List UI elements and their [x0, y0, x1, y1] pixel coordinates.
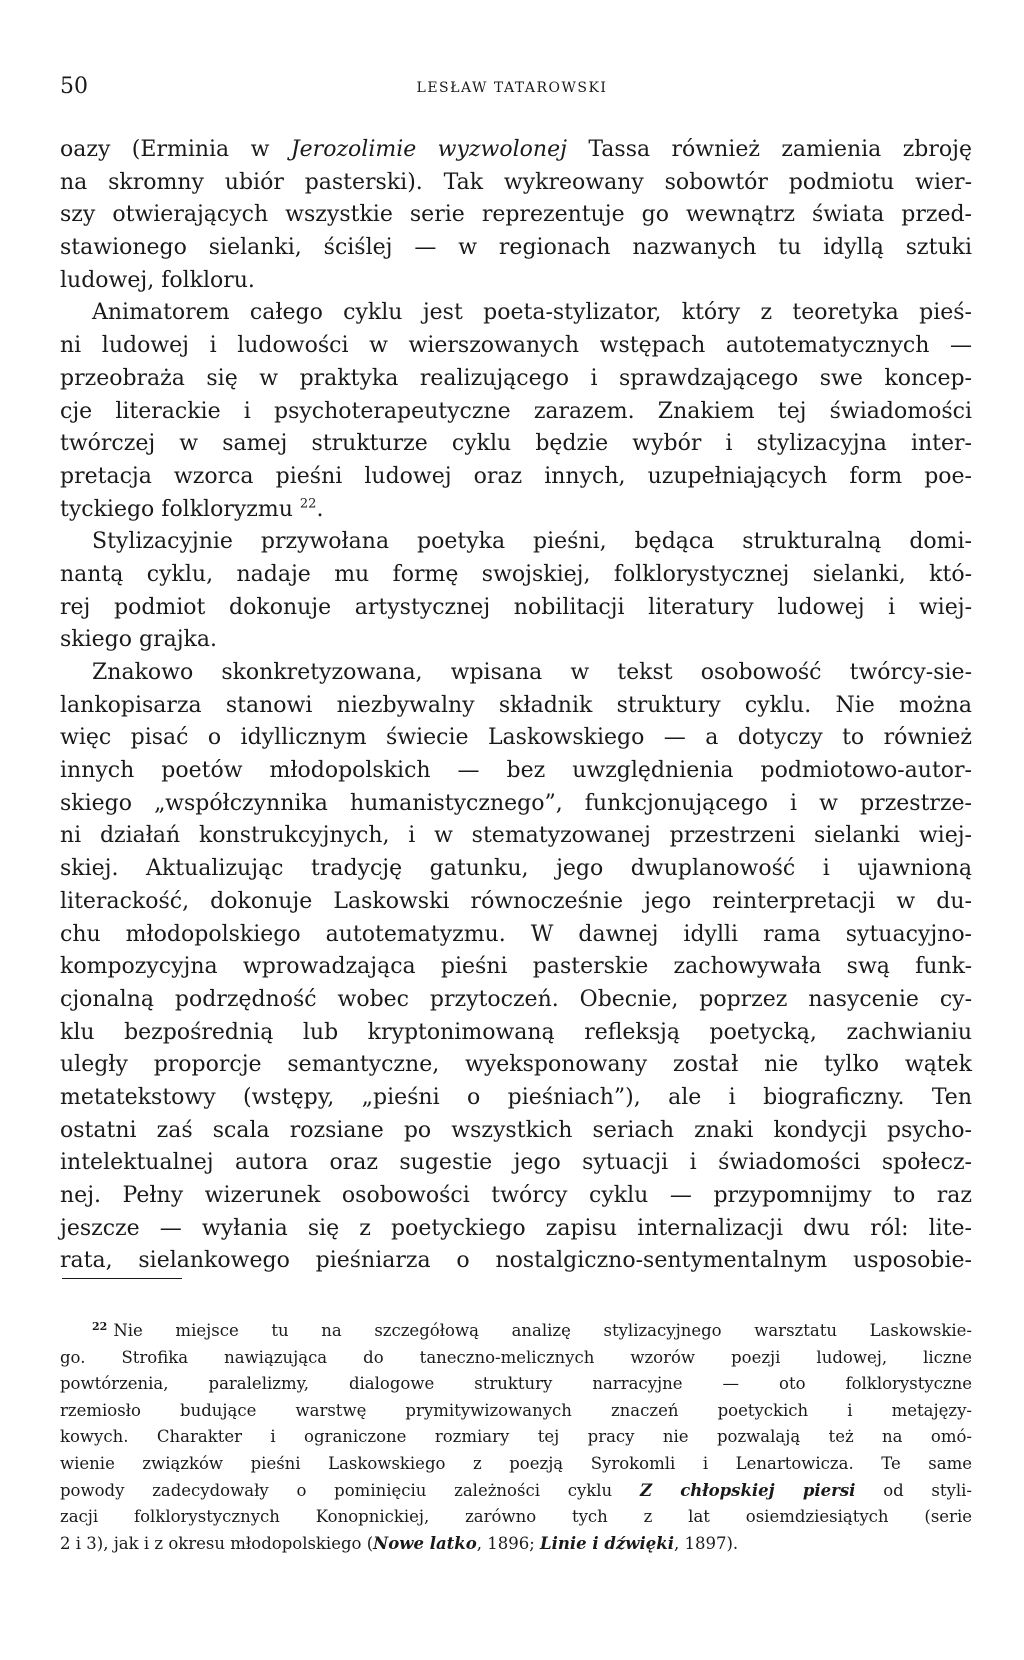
text-line: skiego „współczynnika humanistycznego”, funkcjonującego i w przestrze- — [60, 790, 972, 816]
footnote-reference[interactable]: 22 — [299, 496, 317, 512]
body-text — [60, 134, 972, 1278]
text-line: uległy proporcje semantyczne, wyeksponowany został nie tylko wątek — [60, 1052, 972, 1078]
footnote-line: rzemiosło budujące warstwę prymitywizowanych znaczeń poetyckich i metajęzy- — [60, 1400, 972, 1420]
paragraph-start-line: Animatorem całego cyklu jest poeta-stylizator, który z teoretyka pieś- — [92, 300, 972, 326]
footnote-divider — [62, 1278, 182, 1279]
text-line: przeobraża się w praktyka realizującego i sprawdzającego swe koncep- — [60, 365, 972, 391]
text-line: skiego grajka. — [60, 627, 217, 653]
text-line: kompozycyjna wprowadzająca pieśni pasterskie zachowywała swą funk- — [60, 954, 972, 980]
footnote-line: $^{22}$ Nie miejsce tu na szczegółową analizę stylizacyjnego warsztatu Laskowskie- — [92, 1319, 972, 1340]
text-line: jeszcze — wyłania się z poetyckiego zapisu internalizacji dwu ról: lite- — [60, 1215, 972, 1241]
footnote-line: powody zadecydowały o pominięciu zależności cyklu Z chłopskiej piersi od styli- — [60, 1480, 972, 1500]
paragraph-start-line: Stylizacyjnie przywołana poetyka pieśni, będąca strukturalną domi- — [92, 529, 972, 555]
text-line: intelektualnej autora oraz sugestie jego sytuacji i świadomości społecz- — [60, 1150, 972, 1176]
text-line: literackość, dokonuje Laskowski równocześnie jego reinterpretacji w du- — [60, 888, 972, 914]
text-line: oazy (Erminia w Jerozolimie wyzwolonej Tassa również zamienia zbroję — [60, 137, 972, 162]
text-line: rej podmiot dokonuje artystycznej nobilitacji literatury ludowej i wiej- — [60, 594, 972, 620]
text-line: skiej. Aktualizując tradycję gatunku, jego dwuplanowość i ujawnioną — [60, 856, 972, 882]
text-line: ni ludowej i ludowości w wierszowanych wstępach autotematycznych — — [60, 333, 972, 359]
footnote-line: 2 i 3), jak i z okresu młodopolskiego (Nowe latko, 1896; Linie i dźwięki, 1897). — [60, 1533, 739, 1553]
italic-title: Z chłopskiej piersi — [639, 1480, 856, 1500]
text-line: stawionego sielanki, ściślej — w regionach nazwanych tu idyllą sztuki — [60, 235, 972, 261]
text-line: pretacja wzorca pieśni ludowej oraz innych, uzupełniających form poe- — [60, 463, 972, 489]
footnote-line: wienie związków pieśni Laskowskiego z poezją Syrokomli i Lenartowicza. Te same — [60, 1453, 972, 1473]
text-line: chu młodopolskiego autotematyzmu. W dawnej idylli rama sytuacyjno- — [60, 921, 972, 947]
footnote-line: powtórzenia, paralelizmy, dialogowe struktury narracyjne — oto folklorystyczne — [60, 1374, 972, 1394]
text-line: ludowej, folkloru. — [60, 267, 255, 293]
text-line: cje literackie i psychoterapeutyczne zarazem. Znakiem tej świadomości — [60, 398, 972, 424]
text-line: nantą cyklu, nadaje mu formę swojskiej, folklorystycznej sielanki, któ- — [60, 561, 972, 587]
text-line: na skromny ubiór pasterski). Tak wykreowany sobowtór podmiotu wier- — [60, 169, 972, 195]
footnote-22 — [60, 1318, 972, 1557]
italic-title: Nowe latko — [373, 1533, 477, 1553]
running-head: LESŁAW TATAROWSKI — [416, 80, 608, 96]
page-number: 50 — [60, 74, 88, 99]
text-line: cjonalną podrzędność wobec przytoczeń. Obecnie, poprzez nasycenie cy- — [60, 986, 972, 1012]
footnote-line: zacji folklorystycznych Konopnickiej, zarówno tych z lat osiemdziesiątych (serie — [60, 1507, 972, 1527]
footnote-marker: 22 — [92, 1319, 108, 1333]
text-line: klu bezpośrednią lub kryptonimowaną refleksją poetycką, zachwianiu — [60, 1019, 972, 1045]
text-line: lankopisarza stanowi niezbywalny składnik struktury cyklu. Nie można — [60, 692, 972, 718]
text-line: tyckiego folkloryzmu $^{22}$. — [60, 496, 324, 522]
text-line: nej. Pełny wizerunek osobowości twórcy cyklu — przypomnijmy to raz — [60, 1183, 972, 1208]
footnote-line: go. Strofika nawiązująca do taneczno-melicznych wzorów poezji ludowej, liczne — [60, 1347, 972, 1367]
text-line: metatekstowy (wstępy, „pieśni o pieśniach”), ale i biograficzny. Ten — [60, 1084, 972, 1110]
text-line: ostatni zaś scala rozsiane po wszystkich seriach znaki kondycji psycho- — [60, 1117, 972, 1143]
text-line: więc pisać o idyllicznym świecie Laskowskiego — a dotyczy to również — [60, 725, 972, 751]
text-line: rata, sielankowego pieśniarza o nostalgiczno-sentymentalnym usposobie- — [60, 1248, 972, 1274]
italic-title: Jerozolimie wyzwolonej — [290, 137, 567, 162]
paragraph-start-line: Znakowo skonkretyzowana, wpisana w tekst osobowość twórcy-sie- — [92, 660, 972, 685]
italic-title: Linie i dźwięki — [540, 1533, 674, 1553]
text-line: innych poetów młodopolskich — bez uwzględnienia podmiotowo-autor- — [60, 758, 972, 784]
text-line: szy otwierających wszystkie serie reprezentuje go wewnątrz świata przed- — [60, 202, 972, 228]
footnote-line: kowych. Charakter i ograniczone rozmiary tej pracy nie pozwalają też na omó- — [60, 1427, 972, 1447]
text-line: ni działań konstrukcyjnych, i w stematyzowanej przestrzeni sielanki wiej- — [60, 823, 972, 849]
text-line: twórczej w samej strukturze cyklu będzie wybór i stylizacyjna inter- — [60, 431, 972, 457]
